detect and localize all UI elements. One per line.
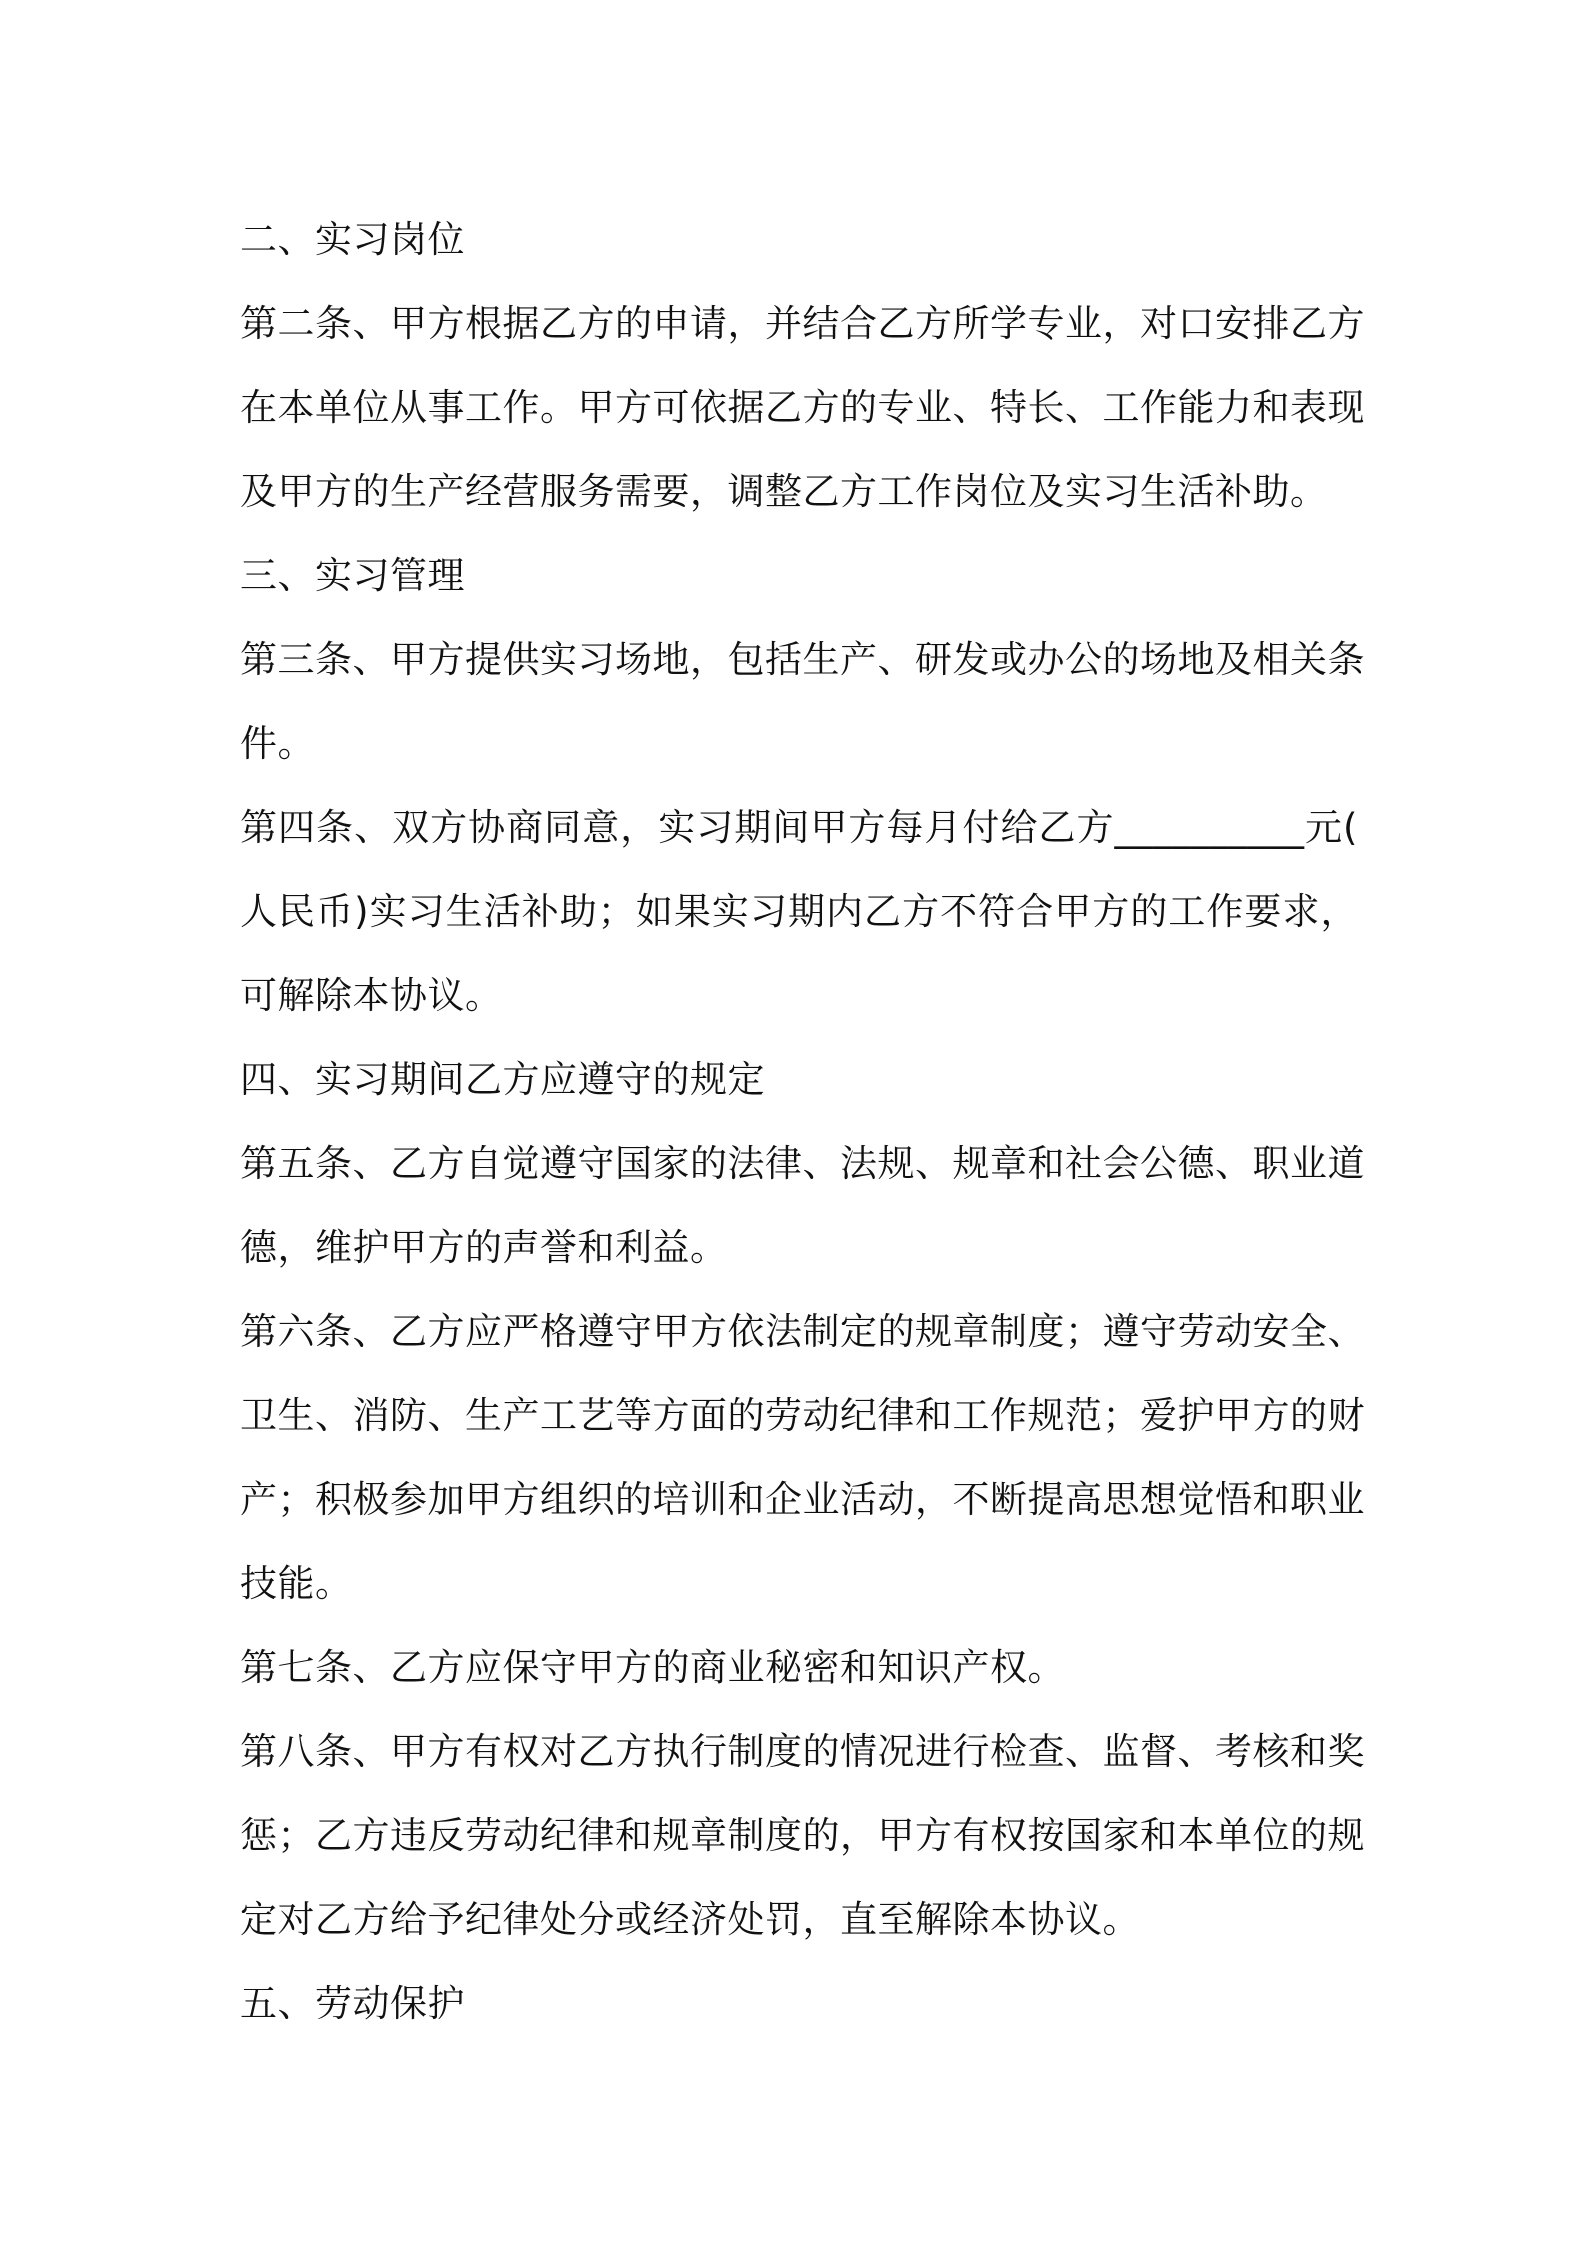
paragraph-line: 第四条、双方协商同意，实习期间甲方每月付给乙方__________元( [240,806,1358,849]
paragraph-line: 定对乙方给予纪律处分或经济处罚，直至解除本协议。 [240,1898,1140,1941]
section-heading: 四、实习期间乙方应遵守的规定 [240,1058,765,1101]
paragraph-line: 技能。 [240,1562,353,1605]
paragraph-line: 第八条、甲方有权对乙方执行制度的情况进行检查、监督、考核和奖 [240,1730,1365,1773]
paragraph-line: 卫生、消防、生产工艺等方面的劳动纪律和工作规范；爱护甲方的财 [240,1394,1365,1437]
paragraph-line: 人民币)实习生活补助；如果实习期内乙方不符合甲方的工作要求， [240,890,1358,933]
section-heading: 三、实习管理 [240,554,465,597]
paragraph-line: 件。 [240,722,315,765]
paragraph-line: 第七条、乙方应保守甲方的商业秘密和知识产权。 [240,1646,1065,1689]
paragraph-line: 及甲方的生产经营服务需要，调整乙方工作岗位及实习生活补助。 [240,470,1328,513]
paragraph-line: 产；积极参加甲方组织的培训和企业活动，不断提高思想觉悟和职业 [240,1478,1365,1521]
paragraph-line: 在本单位从事工作。甲方可依据乙方的专业、特长、工作能力和表现 [240,386,1365,429]
section-heading: 二、实习岗位 [240,218,465,261]
paragraph-line: 可解除本协议。 [240,974,503,1017]
paragraph-line: 第三条、甲方提供实习场地，包括生产、研发或办公的场地及相关条 [240,638,1365,681]
section-heading: 五、劳动保护 [240,1982,465,2025]
paragraph-line: 第五条、乙方自觉遵守国家的法律、法规、规章和社会公德、职业道 [240,1142,1365,1185]
paragraph-line: 惩；乙方违反劳动纪律和规章制度的，甲方有权按国家和本单位的规 [240,1814,1365,1857]
paragraph-line: 第二条、甲方根据乙方的申请，并结合乙方所学专业，对口安排乙方 [240,302,1365,345]
paragraph-line: 第六条、乙方应严格遵守甲方依法制定的规章制度；遵守劳动安全、 [240,1310,1365,1353]
paragraph-line: 德，维护甲方的声誉和利益。 [240,1226,728,1269]
document-body [240,198,1365,2046]
